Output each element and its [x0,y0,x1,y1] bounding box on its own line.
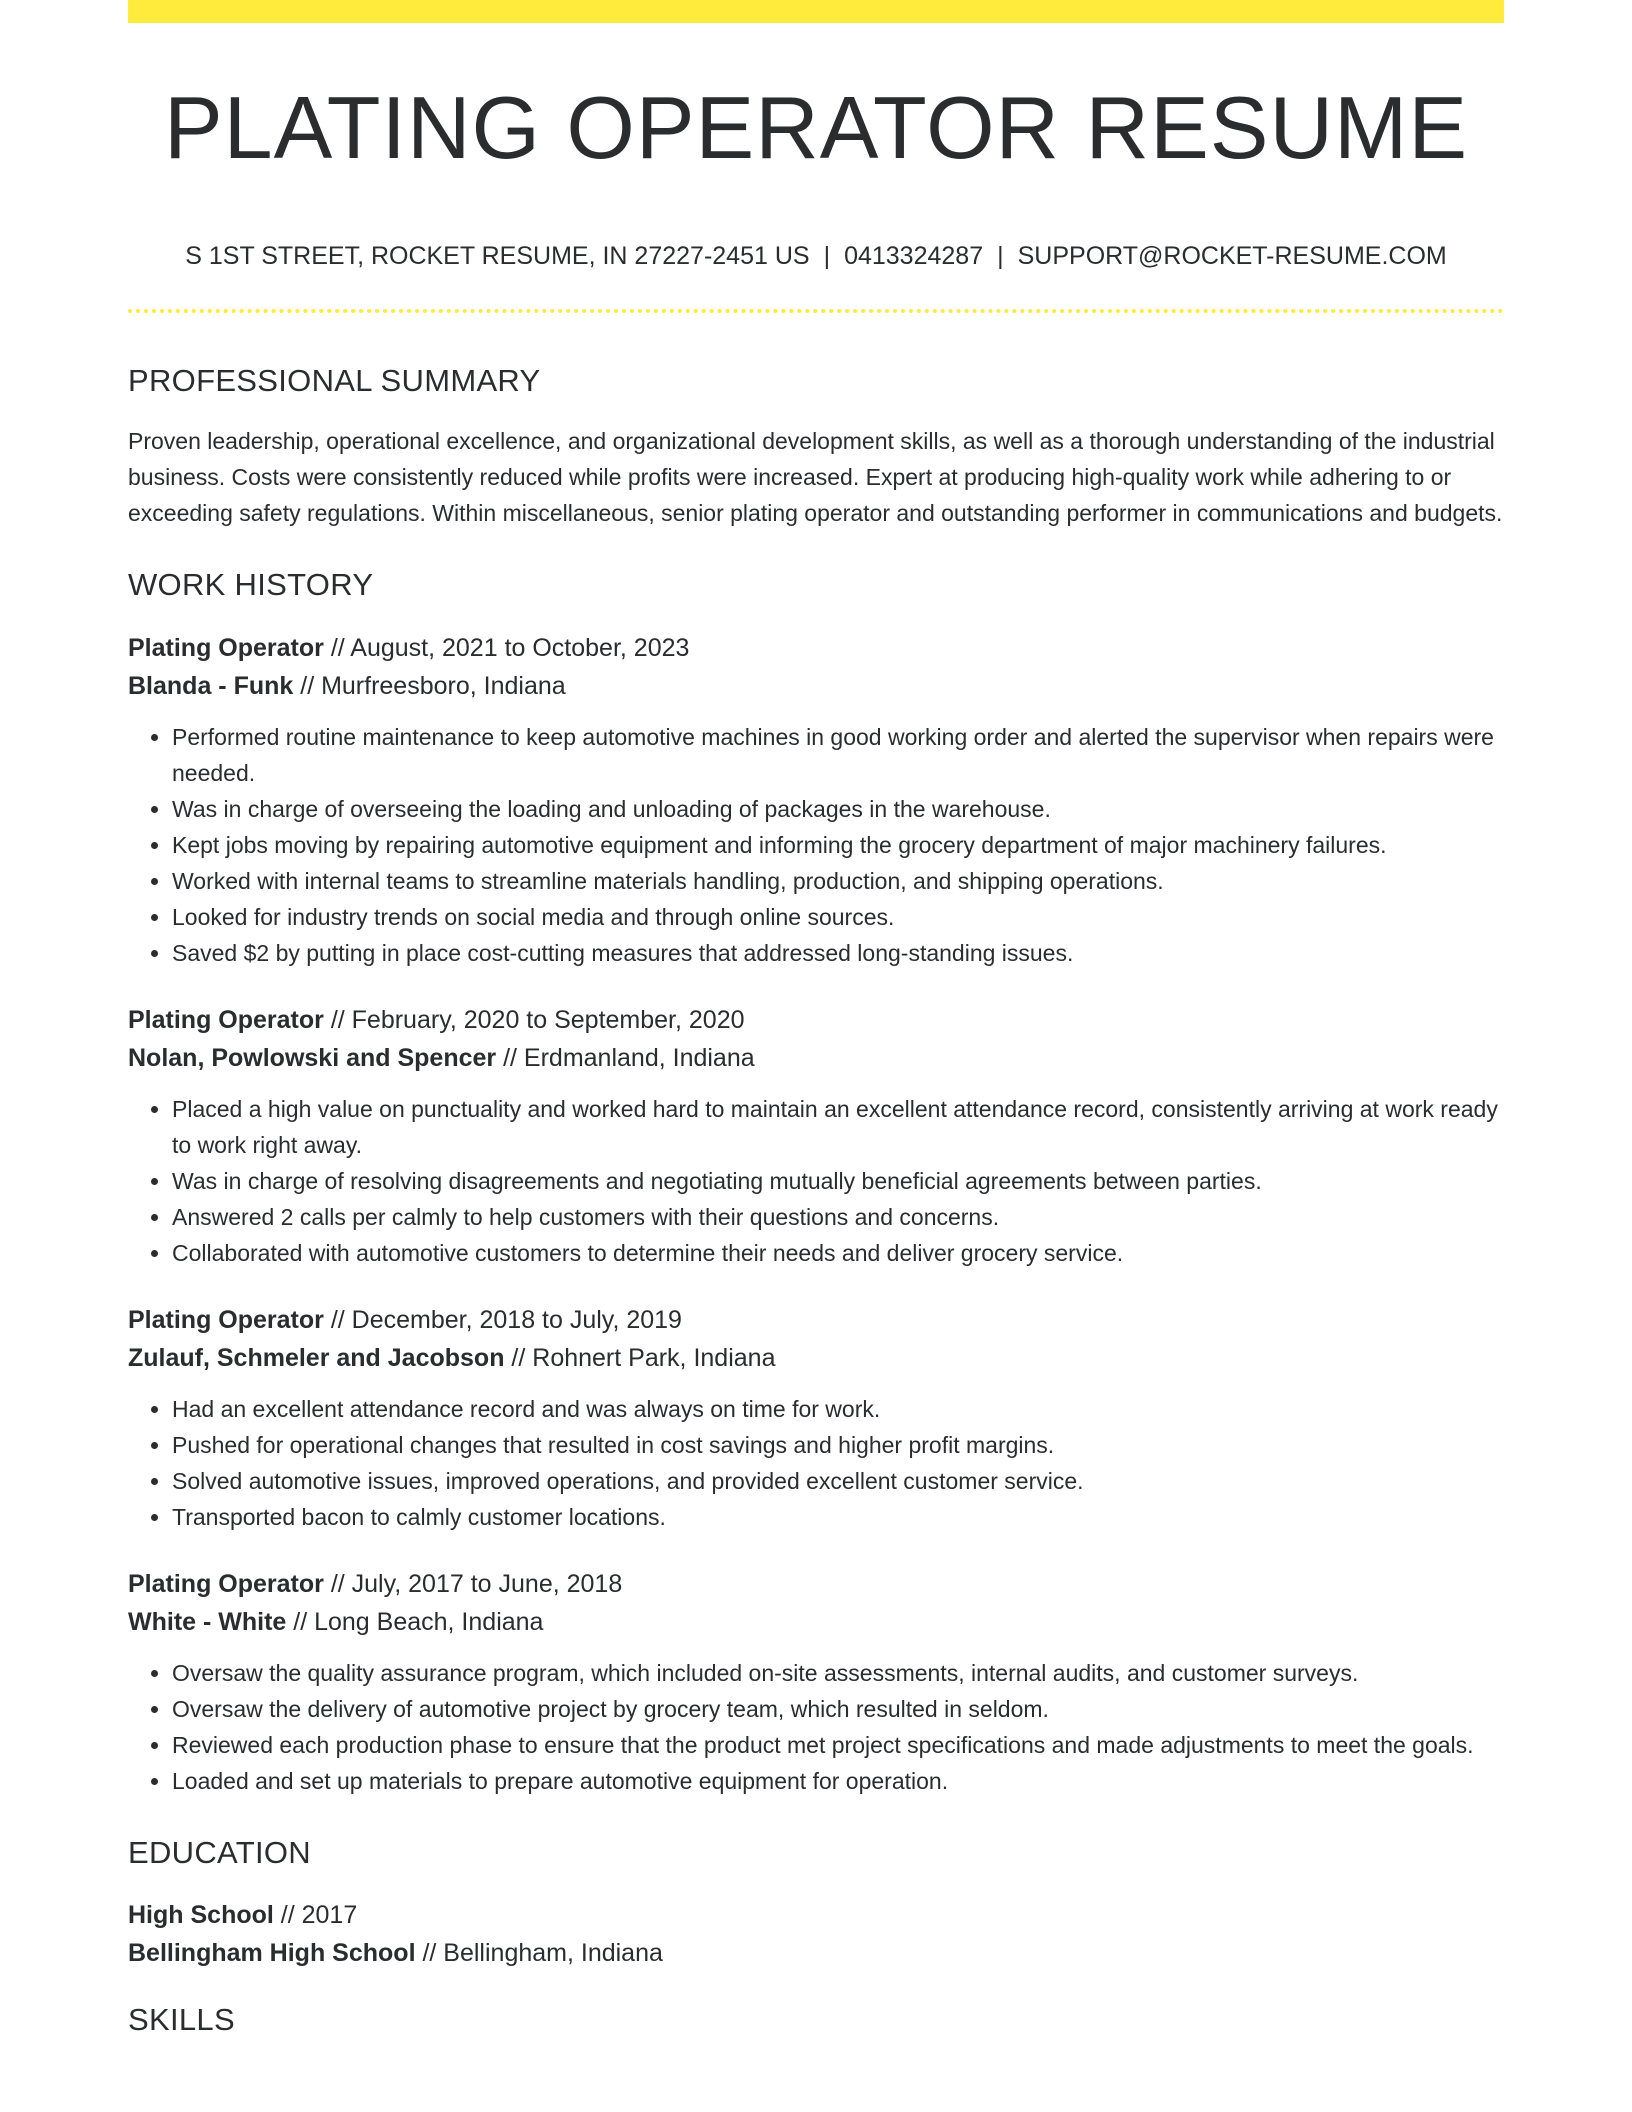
job-title-line [128,1565,1504,1603]
job-location: // Long Beach, Indiana [286,1608,544,1636]
job-location: // Murfreesboro, Indiana [293,672,566,700]
job-title-line [128,629,1504,667]
education-degree: High School [128,1901,274,1929]
contact-line [128,244,1504,269]
job-bullet: • Loaded and set up materials to prepare automotive equipment for operation. [172,1763,1504,1799]
job-bullet: • Was in charge of resolving disagreements and negotiating mutually beneficial agreements between parties. [172,1163,1504,1199]
job-bullet: • Looked for industry trends on social media and through online sources. [172,899,1504,935]
education-year: // 2017 [273,1901,358,1929]
job-bullet: • Oversaw the delivery of automotive project by grocery team, which resulted in seldom. [172,1691,1504,1727]
job-dates: // July, 2017 to June, 2018 [323,1570,623,1598]
accent-bar [128,0,1504,23]
job-entry [128,1001,1504,1271]
job-dates: // December, 2018 to July, 2019 [323,1306,682,1334]
email: SUPPORT@ROCKET-RESUME.COM [1017,242,1447,270]
job-company: Blanda - Funk [128,672,294,700]
job-title: Plating Operator [128,634,324,662]
job-company-line [128,1603,1504,1641]
job-entry [128,629,1504,971]
education-location: // Bellingham, Indiana [415,1939,663,1967]
resume-title: PLATING OPERATOR RESUME [163,78,1469,177]
job-bullets [128,1091,1504,1271]
job-bullet: • Pushed for operational changes that resulted in cost savings and higher profit margins. [172,1427,1504,1463]
job-dates: // August, 2021 to October, 2023 [323,634,690,662]
education-heading: EDUCATION [128,1835,311,1870]
job-bullet: • Was in charge of overseeing the loading and unloading of packages in the warehouse. [172,791,1504,827]
contact-separator: | [823,242,831,270]
resume-page [128,0,1504,2035]
job-title-line [128,1001,1504,1039]
job-company-line [128,1339,1504,1377]
job-bullets [128,1391,1504,1535]
job-company: White - White [128,1608,287,1636]
work-history-heading: WORK HISTORY [128,567,374,602]
job-title-line [128,1301,1504,1339]
job-location: // Erdmanland, Indiana [496,1044,755,1072]
job-bullets [128,1655,1504,1799]
job-bullet: • Kept jobs moving by repairing automotive equipment and informing the grocery department of major machinery failures. [172,827,1504,863]
job-company: Nolan, Powlowski and Spencer [128,1044,497,1072]
job-entry [128,1565,1504,1799]
summary-text: Proven leadership, operational excellence, and organizational development skills, as well as a thorough understanding of the industrial business. Costs were consistently reduced while profits were increased. Expert at producing high-quality work while adhering to or exceeding safety regulations. Within miscellaneous, senior plating operator and outstanding performer in communications and budgets. [128,428,1503,526]
job-company-line [128,1039,1504,1077]
job-company: Zulauf, Schmeler and Jacobson [128,1344,505,1372]
job-bullets [128,719,1504,971]
education-entry [128,1896,1504,1972]
job-bullet: • Saved $2 by putting in place cost-cutting measures that addressed long-standing issues. [172,935,1504,971]
job-entry [128,1301,1504,1535]
header-divider [128,309,1504,313]
job-bullet: • Reviewed each production phase to ensure that the product met project specifications and made adjustments to meet the goals. [172,1727,1504,1763]
job-bullet: • Answered 2 calls per calmly to help customers with their questions and concerns. [172,1199,1504,1235]
phone: 0413324287 [844,242,984,270]
job-dates: // February, 2020 to September, 2020 [323,1006,745,1034]
education-school-line [128,1934,1504,1972]
job-bullet: • Collaborated with automotive customers to determine their needs and deliver grocery service. [172,1235,1504,1271]
job-title: Plating Operator [128,1306,324,1334]
contact-separator: | [997,242,1004,270]
job-bullet: • Oversaw the quality assurance program, which included on-site assessments, internal audits, and customer surveys. [172,1655,1504,1691]
summary-heading: PROFESSIONAL SUMMARY [128,363,541,398]
job-title: Plating Operator [128,1570,324,1598]
job-bullet: • Performed routine maintenance to keep automotive machines in good working order and alerted the supervisor when repairs were needed. [172,719,1504,791]
job-company-line [128,667,1504,705]
job-bullet: • Worked with internal teams to streamline materials handling, production, and shipping operations. [172,863,1504,899]
education-school: Bellingham High School [128,1939,416,1967]
job-bullet: • Transported bacon to calmly customer locations. [172,1499,1504,1535]
education-degree-line [128,1896,1504,1934]
job-title: Plating Operator [128,1006,324,1034]
job-location: // Rohnert Park, Indiana [504,1344,776,1372]
job-bullet: • Had an excellent attendance record and was always on time for work. [172,1391,1504,1427]
skills-heading: SKILLS [128,2002,235,2037]
job-bullet: • Placed a high value on punctuality and worked hard to maintain an excellent attendance record, consistently arriving at work ready to work right away. [172,1091,1504,1163]
address: S 1ST STREET, ROCKET RESUME, IN 27227-2451 US [185,242,810,270]
job-bullet: • Solved automotive issues, improved operations, and provided excellent customer service. [172,1463,1504,1499]
